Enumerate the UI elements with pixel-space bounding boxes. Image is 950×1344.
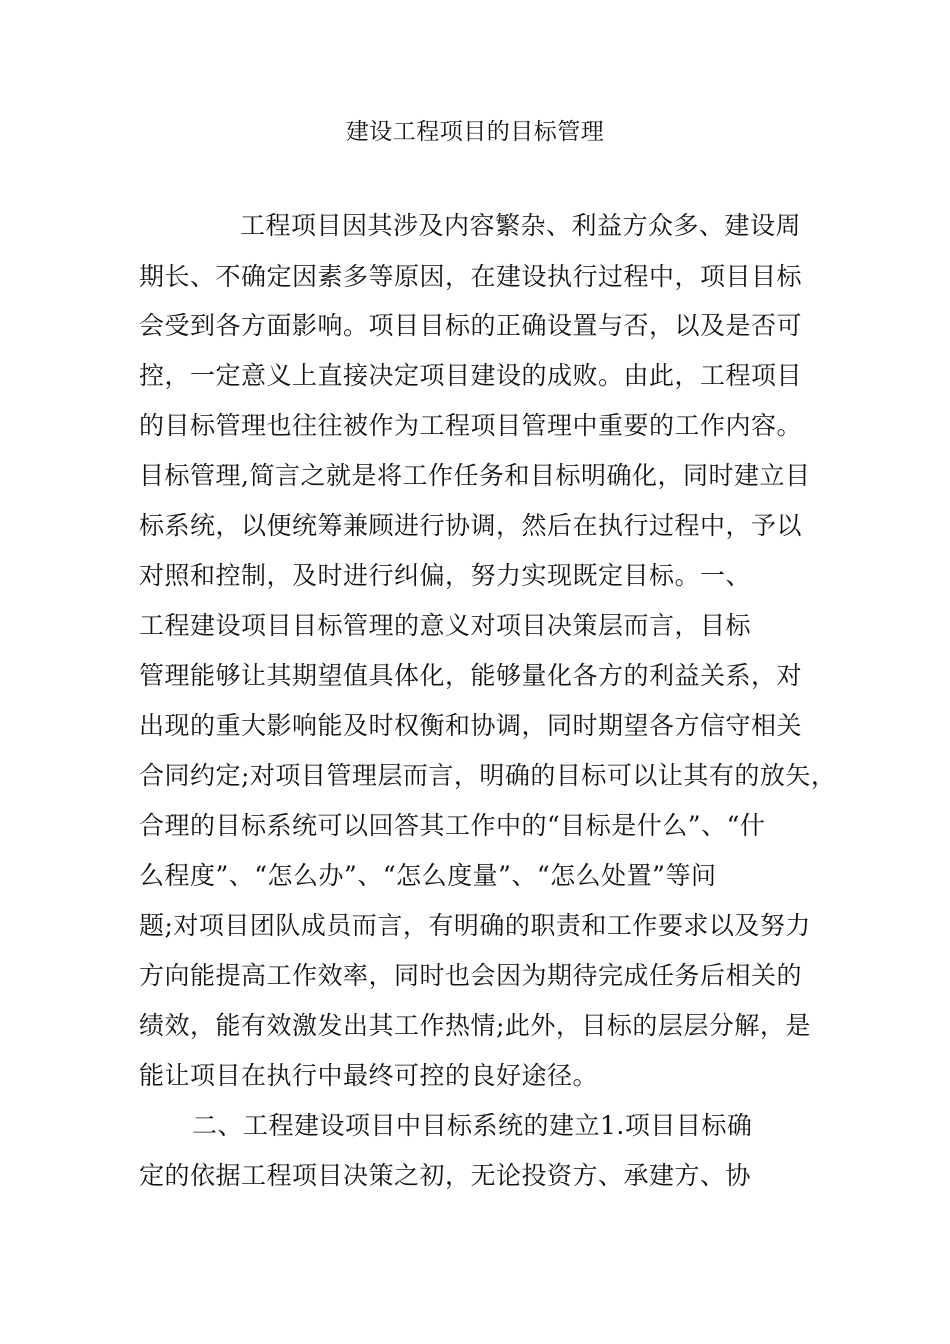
paragraph-line: 合理的目标系统可以回答其工作中的“目标是什么”、“什 (139, 811, 766, 840)
paragraph-line: 定的依据工程项目决策之初，无论投资方、承建方、协 (139, 1161, 752, 1190)
paragraph-line: 工程项目因其涉及内容繁杂、利益方众多、建设周 (240, 211, 802, 240)
paragraph-line: 管理能够让其期望值具体化，能够量化各方的利益关系，对 (139, 661, 803, 690)
paragraph-line: 对照和控制，及时进行纠偏，努力实现既定目标。一、 (139, 561, 752, 590)
paragraph-line: 么程度”、“怎么办”、“怎么度量”、“怎么处置”等问 (139, 861, 717, 890)
paragraph-line: 控，一定意义上直接决定项目建设的成败。由此，工程项目 (139, 361, 803, 390)
paragraph-line: 方向能提高工作效率，同时也会因为期待完成任务后相关的 (139, 961, 803, 990)
paragraph-line: 的目标管理也往往被作为工程项目管理中重要的工作内容。 (139, 411, 803, 440)
paragraph-line: 合同约定;对项目管理层而言，明确的目标可以让其有的放矢， (139, 761, 837, 790)
paragraph-line: 标系统，以便统筹兼顾进行协调，然后在执行过程中，予以 (139, 511, 803, 540)
paragraph-line: 出现的重大影响能及时权衡和协调，同时期望各方信守相关 (139, 711, 803, 740)
paragraph-line: 目标管理,简言之就是将工作任务和目标明确化，同时建立目 (139, 461, 811, 490)
paragraph-line: 能让项目在执行中最终可控的良好途径。 (139, 1061, 599, 1090)
paragraph-line: 工程建设项目目标管理的意义对项目决策层而言，目标 (139, 611, 752, 640)
document-title: 建设工程项目的目标管理 (345, 119, 605, 145)
paragraph-line: 题;对项目团队成员而言，有明确的职责和工作要求以及努力 (139, 911, 811, 940)
paragraph-line: 会受到各方面影响。项目目标的正确设置与否，以及是否可 (139, 311, 803, 340)
paragraph-line: 二、工程建设项目中目标系统的建立1.项目目标确 (192, 1111, 753, 1140)
paragraph-line: 期长、不确定因素多等原因，在建设执行过程中，项目目标 (139, 262, 803, 291)
paragraph-line: 绩效，能有效激发出其工作热情;此外，目标的层层分解，是 (139, 1011, 811, 1040)
